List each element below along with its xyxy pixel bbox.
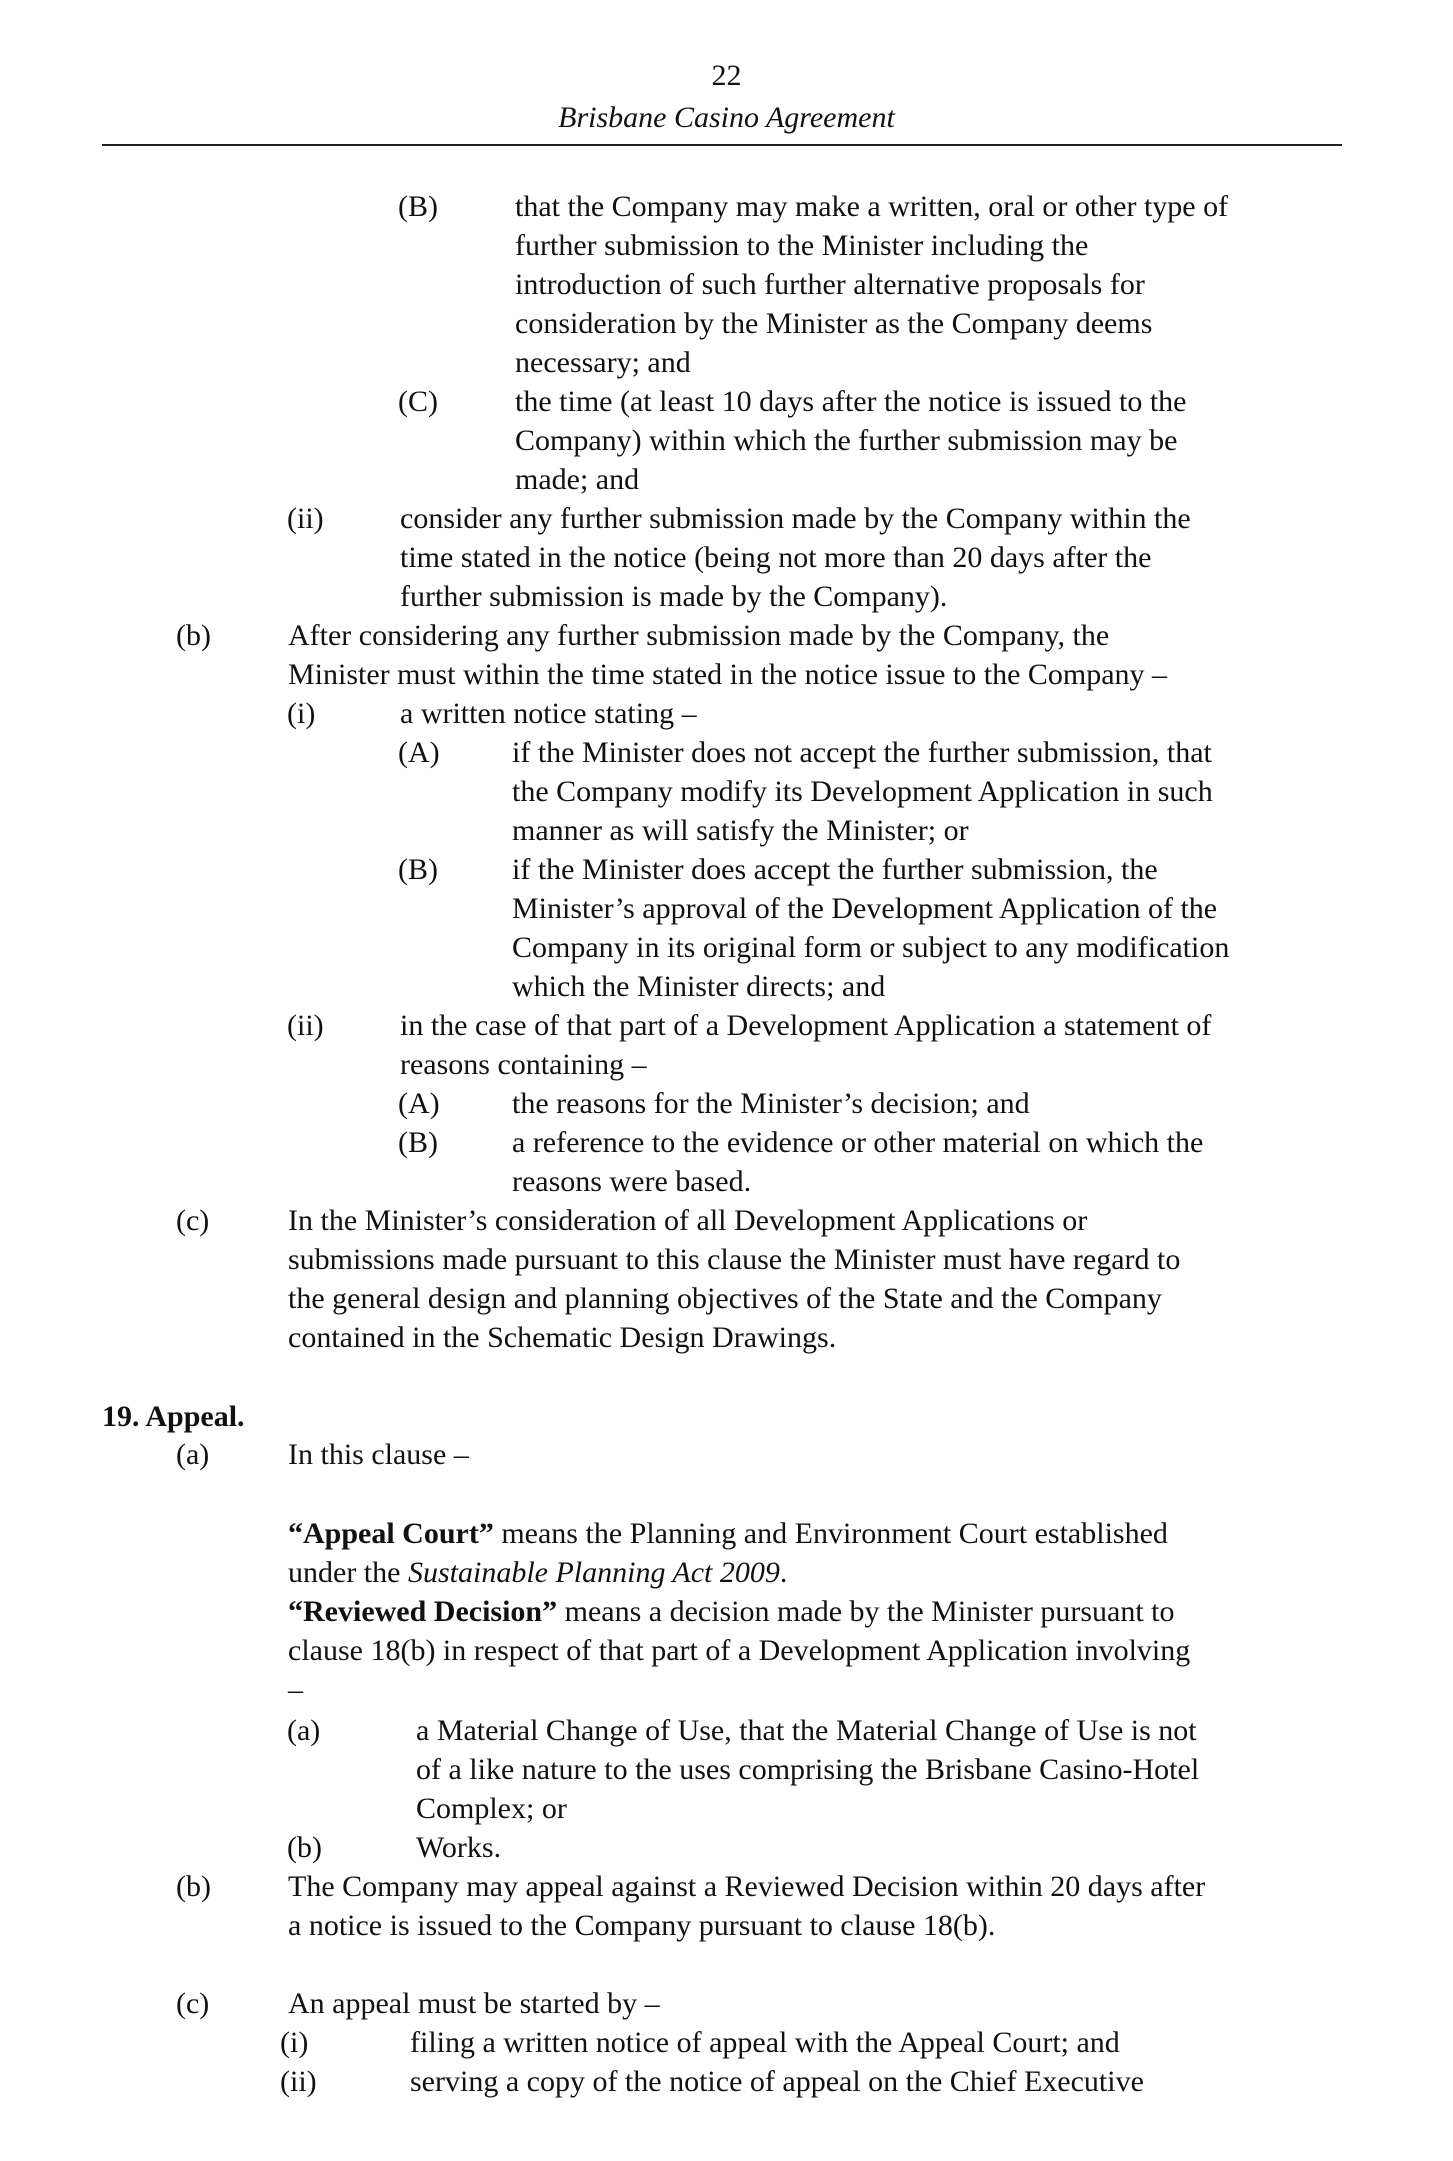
item-label: (i) [280,2026,309,2059]
item-text-line: serving a copy of the notice of appeal on the Chief Executive [410,2065,1144,2098]
item-label: (A) [398,1087,440,1120]
item-text-line: contained in the Schematic Design Drawings. [288,1321,837,1354]
item-label: (i) [287,697,316,730]
item-text-line: In the Minister’s consideration of all Development Applications or [288,1204,1088,1237]
header-rule [102,144,1342,146]
item-text-line: which the Minister directs; and [512,970,886,1003]
item-text-line: reasons containing – [400,1048,647,1081]
item-text-line: necessary; and [515,346,691,379]
item-text-line: a reference to the evidence or other material on which the [512,1126,1204,1159]
item-text-line: submissions made pursuant to this clause the Minister must have regard to [288,1243,1181,1276]
item-text-line: the Company modify its Development Application in such [512,775,1213,808]
item-text-line: An appeal must be started by – [288,1987,660,2020]
item-text-line: Works. [416,1831,502,1864]
item-label: (B) [398,1126,438,1159]
item-text-line: if the Minister does accept the further submission, the [512,853,1158,886]
definition-appeal-court-line2 [288,1554,787,1592]
item-text-line: Minister’s approval of the Development Application of the [512,892,1218,925]
item-text-line: – [288,1673,303,1706]
act-title: Sustainable Planning Act 2009 [407,1556,780,1589]
item-text-line: the reasons for the Minister’s decision; and [512,1087,1030,1120]
item-text-line: time stated in the notice (being not more than 20 days after the [400,541,1152,574]
item-text-line: consideration by the Minister as the Company deems [515,307,1153,340]
item-text-line: in the case of that part of a Development Application a statement of [400,1009,1212,1042]
item-label: (b) [287,1831,322,1864]
clause-heading: 19. Appeal. [102,1400,245,1433]
item-text-line: Company) within which the further submission may be [515,424,1178,457]
definition-reviewed-decision [288,1593,1174,1631]
item-text-line: made; and [515,463,640,496]
definition-text: means the Planning and Environment Court established [493,1517,1168,1550]
item-text-line: clause 18(b) in respect of that part of a Development Application involving [288,1634,1191,1667]
item-text-line: that the Company may make a written, oral or other type of [515,190,1229,223]
running-title: Brisbane Casino Agreement [558,101,895,134]
item-label: (a) [287,1714,321,1747]
definition-text: under the [288,1556,408,1589]
item-label: (b) [176,619,211,652]
item-text-line: the time (at least 10 days after the notice is issued to the [515,385,1187,418]
defined-term: “Reviewed Decision” [288,1595,558,1628]
item-label: (ii) [287,1009,324,1042]
item-text-line: Complex; or [416,1792,567,1825]
item-label: (C) [398,385,438,418]
item-text-line: In this clause – [288,1438,469,1471]
item-text-line: further submission is made by the Company). [400,580,948,613]
item-text-line: Company in its original form or subject to any modification [512,931,1230,964]
item-label: (a) [176,1438,210,1471]
item-text-line: filing a written notice of appeal with the Appeal Court; and [410,2026,1120,2059]
definition-text: . [779,1556,788,1589]
defined-term: “Appeal Court” [288,1517,494,1550]
item-text-line: manner as will satisfy the Minister; or [512,814,969,847]
item-text-line: of a like nature to the uses comprising the Brisbane Casino-Hotel [416,1753,1200,1786]
item-text-line: After considering any further submission made by the Company, the [288,619,1110,652]
item-label: (B) [398,853,438,886]
item-text-line: further submission to the Minister including the [515,229,1089,262]
item-text-line: reasons were based. [512,1165,752,1198]
item-text-line: a written notice stating – [400,697,697,730]
item-text-line: the general design and planning objectives of the State and the Company [288,1282,1162,1315]
item-label: (c) [176,1987,210,2020]
item-text-line: a notice is issued to the Company pursuant to clause 18(b). [288,1909,996,1942]
item-text-line: a Material Change of Use, that the Material Change of Use is not [416,1714,1197,1747]
item-label: (ii) [280,2065,317,2098]
item-label: (b) [176,1870,211,1903]
item-text-line: The Company may appeal against a Reviewed Decision within 20 days after [288,1870,1206,1903]
definition-text: means a decision made by the Minister pursuant to [557,1595,1175,1628]
item-text-line: if the Minister does not accept the further submission, that [512,736,1212,769]
item-text-line: Minister must within the time stated in the notice issue to the Company – [288,658,1168,691]
item-label: (B) [398,190,438,223]
item-label: (c) [176,1204,210,1237]
item-label: (ii) [287,502,324,535]
item-text-line: introduction of such further alternative proposals for [515,268,1145,301]
item-label: (A) [398,736,440,769]
item-text-line: consider any further submission made by the Company within the [400,502,1191,535]
definition-appeal-court [288,1515,1168,1553]
page-number: 22 [711,59,742,92]
